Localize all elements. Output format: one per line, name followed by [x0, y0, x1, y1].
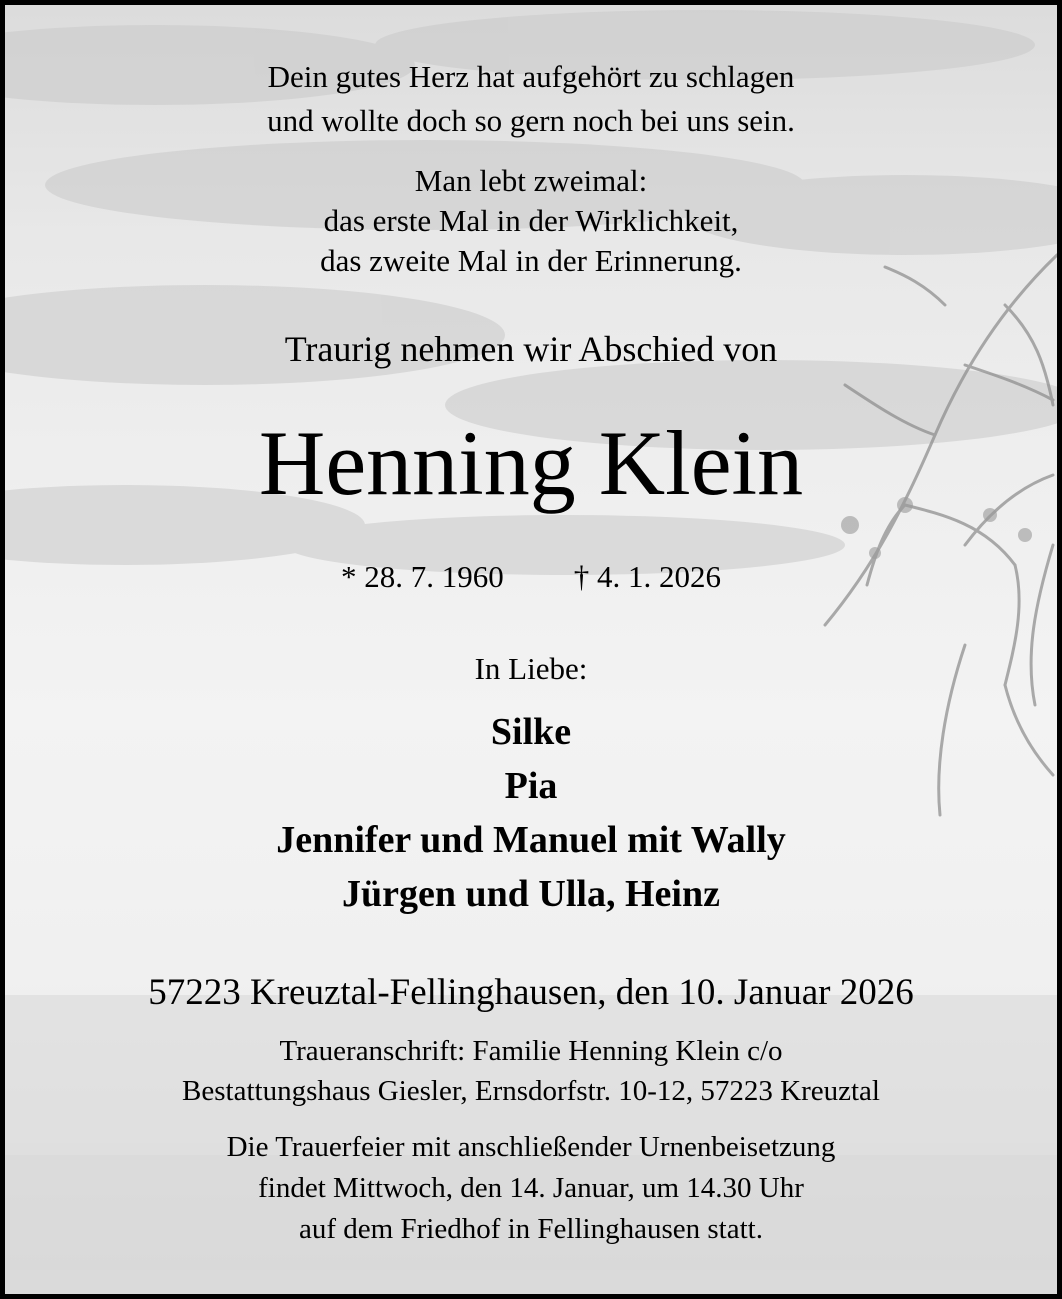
farewell-intro: Traurig nehmen wir Abschied von [284, 329, 778, 369]
family-member: Jennifer und Manuel mit Wally [276, 819, 786, 861]
family-member: Pia [504, 765, 558, 807]
family-member: Jürgen und Ulla, Heinz [342, 873, 720, 915]
verse-line: und wollte doch so gern noch bei uns sein. [267, 103, 795, 138]
birth-date: * 28. 7. 1960 [341, 559, 504, 594]
ceremony-line: auf dem Friedhof in Fellinghausen statt. [299, 1213, 763, 1245]
mourning-address-line: Traueranschrift: Familie Henning Klein c/o [279, 1035, 783, 1067]
quote-line: das zweite Mal in der Erinnerung. [320, 243, 742, 278]
death-date: † 4. 1. 2026 [573, 559, 721, 594]
quote-line: das erste Mal in der Wirklichkeit, [323, 203, 739, 238]
life-dates [5, 559, 1057, 595]
ceremony-line: findet Mittwoch, den 14. Januar, um 14.30 Uhr [258, 1172, 804, 1204]
verse-line: Dein gutes Herz hat aufgehört zu schlagen [267, 59, 795, 94]
ceremony-line: Die Trauerfeier mit anschließender Urnenbeisetzung [226, 1131, 836, 1163]
quote-line: Man lebt zweimal: [414, 163, 648, 198]
love-label: In Liebe: [474, 651, 588, 686]
mourning-address-line: Bestattungshaus Giesler, Ernsdorfstr. 10-12, 57223 Kreuztal [182, 1075, 880, 1107]
deceased-name: Henning Klein [258, 412, 804, 514]
family-member: Silke [490, 711, 572, 753]
place-and-date: 57223 Kreuztal-Fellinghausen, den 10. Januar 2026 [148, 972, 914, 1013]
